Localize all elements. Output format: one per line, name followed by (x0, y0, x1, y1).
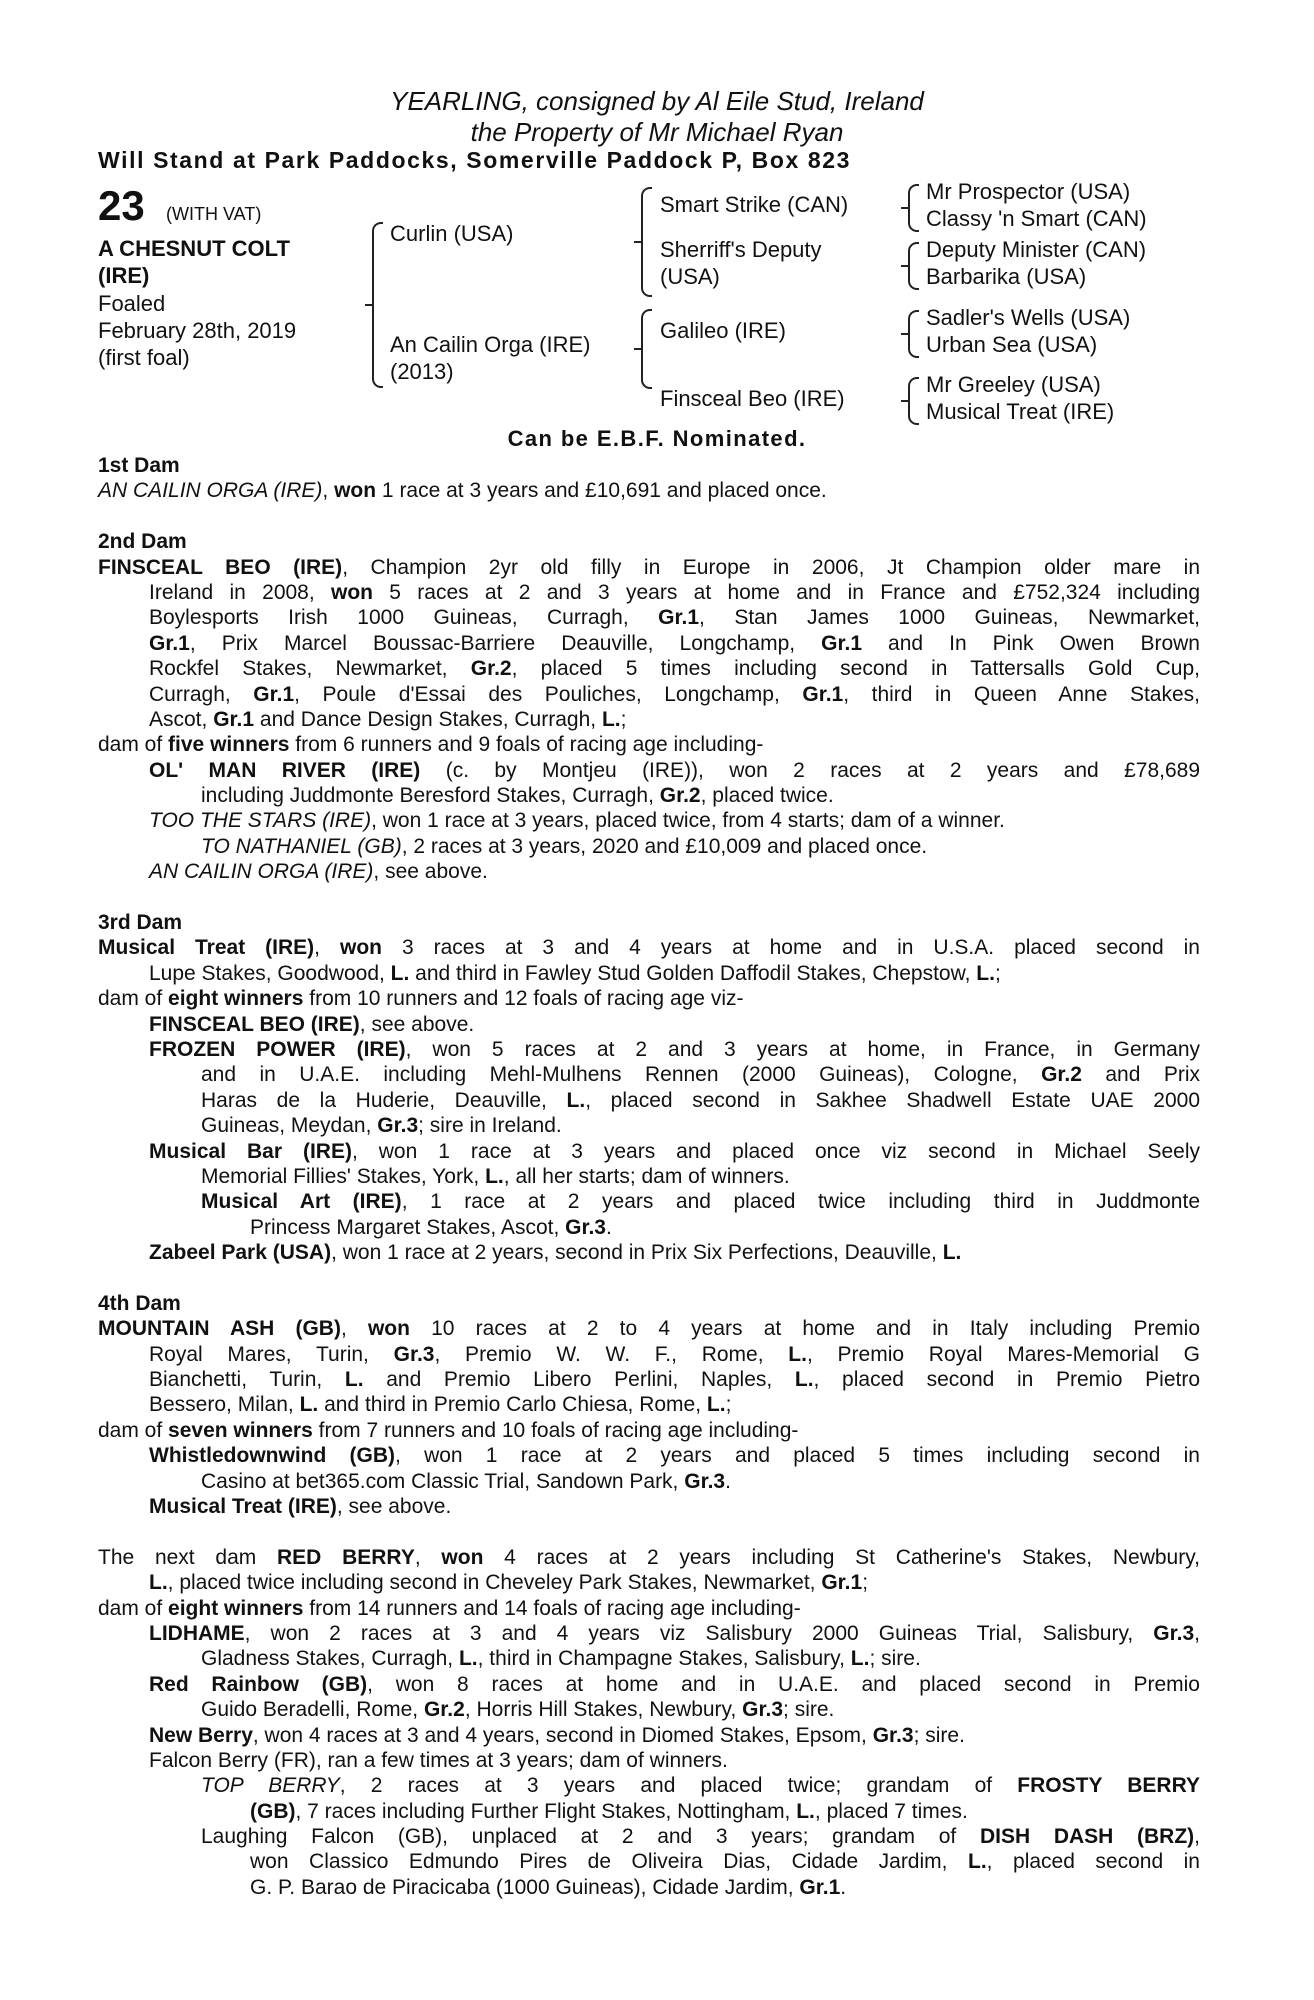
bold-text: L. (968, 1850, 987, 1874)
text-run: Guido Beradelli, Rome, (201, 1698, 424, 1722)
pedigree-dam-year: (2013) (390, 359, 454, 384)
bold-text: Gr.1 (799, 1875, 841, 1899)
text-run: , see above. (373, 860, 488, 884)
text-run: The next dam (98, 1545, 277, 1569)
text-line (98, 1545, 1200, 1570)
text-run: , placed second in (986, 1850, 1200, 1874)
text-run: dam of (98, 1418, 169, 1442)
text-run: Memorial Fillies' Stakes, York, (201, 1164, 486, 1188)
text-run: , all her starts; dam of winners. (503, 1164, 790, 1188)
bold-text: eight winners (168, 987, 304, 1011)
text-line (98, 1113, 1200, 1138)
bold-text: Gr.1 (658, 606, 700, 630)
bold-text: MOUNTAIN ASH (GB) (98, 1317, 341, 1341)
text-run: from 14 runners and 14 foals of racing age including- (303, 1596, 801, 1620)
text-run: , 1 race at 2 years and placed twice including third in Juddmonte (401, 1190, 1200, 1214)
text-line (98, 1037, 1200, 1062)
text-run: , placed 7 times. (814, 1799, 968, 1823)
bold-text: won (331, 580, 373, 604)
pedigree-gen3: Classy 'n Smart (CAN) (926, 206, 1147, 231)
bold-text: LIDHAME (149, 1621, 245, 1645)
bold-text: Gr.3 (393, 1342, 435, 1366)
text-run: from 6 runners and 9 foals of racing age including- (289, 733, 764, 757)
text-run: . (725, 1469, 731, 1493)
text-run: Casino at bet365.com Classic Trial, Sandown Park, (201, 1469, 685, 1493)
text-run: ; (862, 1571, 869, 1595)
bold-text: L. (458, 1647, 478, 1671)
foaled-label: Foaled (98, 291, 166, 316)
text-run: Haras de la Huderie, Deauville, (201, 1088, 567, 1112)
text-run: , (314, 936, 340, 960)
text-line (98, 478, 1200, 503)
text-run: from 10 runners and 12 foals of racing age viz- (303, 987, 744, 1011)
text-line (98, 935, 1200, 960)
pedigree-sire: Curlin (USA) (390, 221, 514, 246)
text-line (98, 1342, 1200, 1367)
text-run: , 7 races including Further Flight Stakes, Nottingham, (295, 1799, 797, 1823)
text-line (98, 656, 1200, 681)
text-run: , placed second in Sakhee Shadwell Estate UAE 2000 (585, 1088, 1201, 1112)
text-run: , Poule d'Essai des Pouliches, Longchamp, (294, 682, 803, 706)
bold-text: eight winners (168, 1596, 304, 1620)
text-run: , (414, 1545, 442, 1569)
pedigree-gen3: Deputy Minister (CAN) (926, 237, 1147, 262)
text-run: , 2 races at 3 years and placed twice; grandam of (339, 1774, 1018, 1798)
bold-text: Gr.1 (821, 631, 863, 655)
foal-note: (first foal) (98, 345, 190, 370)
dam-section (98, 910, 1200, 1265)
horse-description: A CHESNUT COLT (98, 236, 290, 261)
text-line (98, 758, 1200, 783)
text-run: , (1194, 1621, 1200, 1645)
bold-text: Red Rainbow (GB) (149, 1672, 368, 1696)
text-run: ; sire in Ireland. (418, 1114, 562, 1138)
foaled-date: February 28th, 2019 (98, 318, 297, 343)
pedigree-gen3: Mr Prospector (USA) (926, 179, 1131, 204)
bold-text: won (367, 1317, 410, 1341)
text-line (98, 1469, 1200, 1494)
bold-text: L. (976, 961, 995, 985)
brace-icon (908, 184, 919, 232)
text-run: , Prix Marcel Boussac-Barriere Deauville, Longchamp, (189, 631, 822, 655)
text-run: , Premio Royal Mares-Memorial G (806, 1342, 1200, 1366)
text-run: , (322, 479, 335, 503)
text-line (98, 783, 1200, 808)
catalogue-body (98, 453, 1200, 1926)
vat-note: (WITH VAT) (166, 204, 262, 224)
brace-icon (908, 310, 919, 358)
bold-text: Zabeel Park (USA) (149, 1241, 332, 1265)
bold-text: Gr.2 (1041, 1063, 1082, 1087)
text-line (98, 580, 1200, 605)
bold-text: Musical Treat (IRE) (149, 1495, 337, 1519)
pedigree-gen3: Musical Treat (IRE) (926, 399, 1115, 424)
text-run: Laughing Falcon (GB), unplaced at 2 and 3 years; grandam of (201, 1825, 980, 1849)
text-line (98, 707, 1200, 732)
text-run: Princess Margaret Stakes, Ascot, (250, 1215, 566, 1239)
text-run: from 7 runners and 10 foals of racing age including- (312, 1418, 799, 1442)
text-run: G. P. Barao de Piracicaba (1000 Guineas), Cidade Jardim, (250, 1875, 800, 1899)
section-heading: 3rd Dam (98, 911, 183, 935)
text-run: dam of (98, 1596, 169, 1620)
text-run: and Premio Libero Perlini, Naples, (363, 1368, 795, 1392)
text-run: 10 races at 2 to 4 years at home and in Italy including Premio (409, 1317, 1201, 1341)
text-run: , see above. (359, 1012, 475, 1036)
text-run: (c. by Montjeu (IRE)), won 2 races at 2 years and £78,689 (420, 758, 1200, 782)
text-run: Ireland in 2008, (149, 580, 331, 604)
italic-text: AN CAILIN ORGA (IRE) (149, 860, 374, 884)
text-run: and Dance Design Stakes, Curragh, (254, 707, 602, 731)
text-run: ; (994, 961, 1001, 985)
bold-text: L. (788, 1342, 807, 1366)
text-line (98, 1164, 1200, 1189)
dam-section (98, 453, 1200, 504)
text-line (98, 1316, 1200, 1341)
text-line (98, 1367, 1200, 1392)
text-line (98, 1215, 1200, 1240)
bold-text: Gr.2 (470, 657, 512, 681)
bold-text: won (339, 936, 382, 960)
text-line (98, 1062, 1200, 1087)
text-line (98, 1621, 1200, 1646)
bold-text: New Berry (149, 1723, 253, 1747)
text-line (98, 605, 1200, 630)
text-line (98, 1392, 1200, 1417)
text-run: , won 5 races at 2 and 3 years at home, in France, in Germany (405, 1037, 1201, 1061)
bold-text: Gr.1 (253, 682, 295, 706)
dam-section (98, 529, 1200, 884)
bold-text: Gr.1 (821, 1571, 863, 1595)
stand-location: Will Stand at Park Paddocks, Somerville Paddock P, Box 823 (98, 147, 852, 173)
text-line (98, 1494, 1200, 1519)
title-line-2: the Property of Mr Michael Ryan (470, 117, 844, 147)
text-line (98, 859, 1200, 884)
bold-text: (GB) (250, 1799, 296, 1823)
text-run: , third in Queen Anne Stakes, (843, 682, 1200, 706)
text-run: ; (620, 707, 627, 731)
text-run: Boylesports Irish 1000 Guineas, Curragh, (149, 606, 659, 630)
text-run: , placed twice including second in Cheveley Park Stakes, Newmarket, (167, 1571, 822, 1595)
text-run: , won 1 race at 3 years, placed twice, from 4 starts; dam of a winner. (371, 809, 1005, 833)
horse-description-suffix: (IRE) (98, 263, 150, 288)
text-run: , won 1 race at 2 years, second in Prix Six Perfections, Deauville, (331, 1241, 943, 1265)
lot-number: 23 (98, 182, 145, 229)
bold-text: L. (566, 1088, 586, 1112)
pedigree-gen3: Mr Greeley (USA) (926, 372, 1101, 397)
text-line (98, 1139, 1200, 1164)
text-run: Lupe Stakes, Goodwood, (149, 961, 391, 985)
text-run: , 2 races at 3 years, 2020 and £10,009 and placed once. (401, 834, 928, 858)
section-heading: 2nd Dam (98, 530, 187, 554)
text-line (98, 1418, 1200, 1443)
text-run: including Juddmonte Beresford Stakes, Curragh, (201, 784, 660, 808)
italic-text: TO NATHANIEL (GB) (201, 834, 402, 858)
section-heading: 4th Dam (98, 1291, 181, 1315)
bold-text: five winners (168, 733, 290, 757)
text-line (98, 1240, 1200, 1265)
text-run: , won 8 races at home and in U.A.E. and placed second in Premio (367, 1672, 1200, 1696)
text-run: and in U.A.E. including Mehl-Mulhens Rennen (2000 Guineas), Cologne, (201, 1063, 1042, 1087)
text-line (98, 1570, 1200, 1595)
bold-text: Gr.3 (565, 1215, 606, 1239)
bold-text: Gr.2 (659, 784, 701, 808)
bold-text: Musical Bar (IRE) (149, 1139, 352, 1163)
text-run: Bessero, Milan, (149, 1393, 300, 1417)
bold-text: FINSCEAL BEO (IRE) (149, 1012, 360, 1036)
text-run: ; (725, 1393, 732, 1417)
text-run: , Stan James 1000 Guineas, Newmarket, (699, 606, 1200, 630)
pedigree-gen3: Barbarika (USA) (926, 264, 1087, 289)
bold-text: L. (794, 1368, 814, 1392)
bold-text: Whistledownwind (GB) (149, 1444, 396, 1468)
bold-text: Musical Treat (IRE) (98, 936, 315, 960)
text-run: 3 races at 3 and 4 years at home and in U.S.A. placed second in (381, 936, 1200, 960)
bold-text: OL' MAN RIVER (IRE) (149, 758, 421, 782)
brace-icon (908, 377, 919, 425)
text-line (98, 1773, 1200, 1798)
text-run: . (840, 1875, 847, 1899)
text-run: , placed twice. (700, 784, 834, 808)
bold-text: L. (485, 1164, 504, 1188)
text-run: , won 4 races at 3 and 4 years, second in Diomed Stakes, Epsom, (252, 1723, 873, 1747)
dam-section (98, 1291, 1200, 1520)
italic-text: AN CAILIN ORGA (IRE) (98, 479, 323, 503)
pedigree-sire-dam: Sherriff's Deputy (660, 237, 822, 262)
text-line (98, 1723, 1200, 1748)
bold-text: L. (601, 707, 621, 731)
bold-text: Gr.3 (742, 1698, 784, 1722)
bold-text: L. (942, 1241, 962, 1265)
bold-text: Gr.1 (802, 682, 844, 706)
bold-text: Gr.1 (213, 707, 255, 731)
text-run: , won 1 race at 3 years and placed once viz second in Michael Seely (351, 1139, 1200, 1163)
text-line (98, 1189, 1200, 1214)
brace-icon (641, 187, 652, 297)
pedigree-gen3: Urban Sea (USA) (926, 332, 1098, 357)
text-line (98, 631, 1200, 656)
text-run: , third in Champagne Stakes, Salisbury, (477, 1647, 851, 1671)
text-run: won Classico Edmundo Pires de Oliveira Dias, Cidade Jardim, (250, 1850, 968, 1874)
text-line (98, 834, 1200, 859)
text-run: and third in Premio Carlo Chiesa, Rome, (318, 1393, 707, 1417)
bold-text: Gr.1 (149, 631, 190, 655)
bold-text: FINSCEAL BEO (IRE) (98, 555, 343, 579)
text-line (98, 555, 1200, 580)
text-run: and In Pink Owen Brown (862, 631, 1200, 655)
text-run: , Champion 2yr old filly in Europe in 2006, Jt Champion older mare in (342, 555, 1201, 579)
text-run: 1 race at 3 years and £10,691 and placed once. (376, 479, 827, 503)
dam-section (98, 1545, 1200, 1900)
brace-icon (641, 309, 652, 389)
text-run: , placed 5 times including second in Tattersalls Gold Cup, (511, 657, 1200, 681)
text-run: , (1194, 1825, 1200, 1849)
text-run: Royal Mares, Turin, (149, 1342, 394, 1366)
bold-text: L. (149, 1571, 168, 1595)
bold-text: Gr.2 (423, 1698, 465, 1722)
text-run: Gladness Stakes, Curragh, (201, 1647, 459, 1671)
text-run: , Horris Hill Stakes, Newbury, (464, 1698, 743, 1722)
text-line (98, 808, 1200, 833)
text-run: ; sire. (783, 1698, 835, 1722)
text-run: ; sire. (913, 1723, 965, 1747)
text-run: Bianchetti, Turin, (149, 1368, 345, 1392)
bold-text: L. (706, 1393, 726, 1417)
bold-text: Gr.3 (872, 1723, 914, 1747)
bold-text: L. (344, 1368, 364, 1392)
text-run: Ascot, (149, 707, 214, 731)
text-line (98, 1088, 1200, 1113)
text-run: , won 2 races at 3 and 4 years viz Salisbury 2000 Guineas Trial, Salisbury, (244, 1621, 1154, 1645)
text-run: and Prix (1081, 1063, 1200, 1087)
italic-text: TOO THE STARS (IRE) (149, 809, 372, 833)
text-line (98, 1596, 1200, 1621)
text-run: Guineas, Meydan, (201, 1114, 378, 1138)
bold-text: won (441, 1545, 484, 1569)
bold-text: RED BERRY (277, 1545, 415, 1569)
text-line (98, 1012, 1200, 1037)
ebf-note: Can be E.B.F. Nominated. (507, 426, 807, 451)
text-run: dam of (98, 987, 169, 1011)
bold-text: L. (299, 1393, 319, 1417)
text-run: , see above. (336, 1495, 452, 1519)
bold-text: DISH DASH (BRZ) (979, 1825, 1195, 1849)
bold-text: FROSTY BERRY (1017, 1774, 1200, 1798)
text-run: Falcon Berry (FR), ran a few times at 3 years; dam of winners. (149, 1748, 728, 1772)
bold-text: L. (850, 1647, 870, 1671)
brace-icon (372, 222, 383, 388)
bold-text: Gr.3 (684, 1469, 726, 1493)
bold-text: L. (390, 961, 410, 985)
text-run: 4 races at 2 years including St Catherine's Stakes, Newbury, (483, 1545, 1201, 1569)
text-run: ; sire. (869, 1647, 921, 1671)
text-line (98, 1799, 1200, 1824)
text-run: , won 1 race at 2 years and placed 5 times including second in (395, 1444, 1200, 1468)
bold-text: Gr.3 (1153, 1621, 1195, 1645)
text-run: , placed second in Premio Pietro (813, 1368, 1201, 1392)
text-line (98, 1443, 1200, 1468)
pedigree-gen3: Sadler's Wells (USA) (926, 305, 1131, 330)
bold-text: won (334, 479, 377, 503)
text-line (98, 1672, 1200, 1697)
title-line-1: YEARLING, consigned by Al Eile Stud, Ireland (390, 86, 924, 116)
bold-text: L. (796, 1799, 815, 1823)
text-run: . (606, 1215, 612, 1239)
text-line (98, 1748, 1200, 1773)
pedigree-dam-dam: Finsceal Beo (IRE) (660, 386, 845, 411)
pedigree-sire-sire: Smart Strike (CAN) (660, 192, 849, 217)
text-line (98, 961, 1200, 986)
text-line (98, 1849, 1200, 1874)
text-line (98, 1697, 1200, 1722)
text-run: and third in Fawley Stud Golden Daffodil Stakes, Chepstow, (409, 961, 977, 985)
bold-text: FROZEN POWER (IRE) (149, 1037, 406, 1061)
pedigree-dam-sire: Galileo (IRE) (660, 318, 786, 343)
brace-icon (908, 242, 919, 290)
bold-text: Gr.3 (377, 1114, 419, 1138)
pedigree-dam: An Cailin Orga (IRE) (390, 332, 591, 357)
text-line (98, 1824, 1200, 1849)
text-run: 5 races at 2 and 3 years at home and in France and £752,324 including (373, 580, 1201, 604)
bold-text: Musical Art (IRE) (201, 1190, 402, 1214)
text-run: dam of (98, 733, 169, 757)
text-line (98, 1875, 1200, 1900)
italic-text: TOP BERRY (201, 1774, 340, 1798)
text-line (98, 732, 1200, 757)
bold-text: seven winners (168, 1418, 313, 1442)
section-heading: 1st Dam (98, 454, 180, 477)
text-run: Curragh, (149, 682, 254, 706)
text-line (98, 682, 1200, 707)
pedigree-sire-dam-country: (USA) (660, 264, 720, 289)
text-line (98, 1646, 1200, 1671)
text-run: , Premio W. W. F., Rome, (434, 1342, 789, 1366)
text-line (98, 986, 1200, 1011)
text-run: Rockfel Stakes, Newmarket, (149, 657, 471, 681)
text-run: , (340, 1317, 368, 1341)
